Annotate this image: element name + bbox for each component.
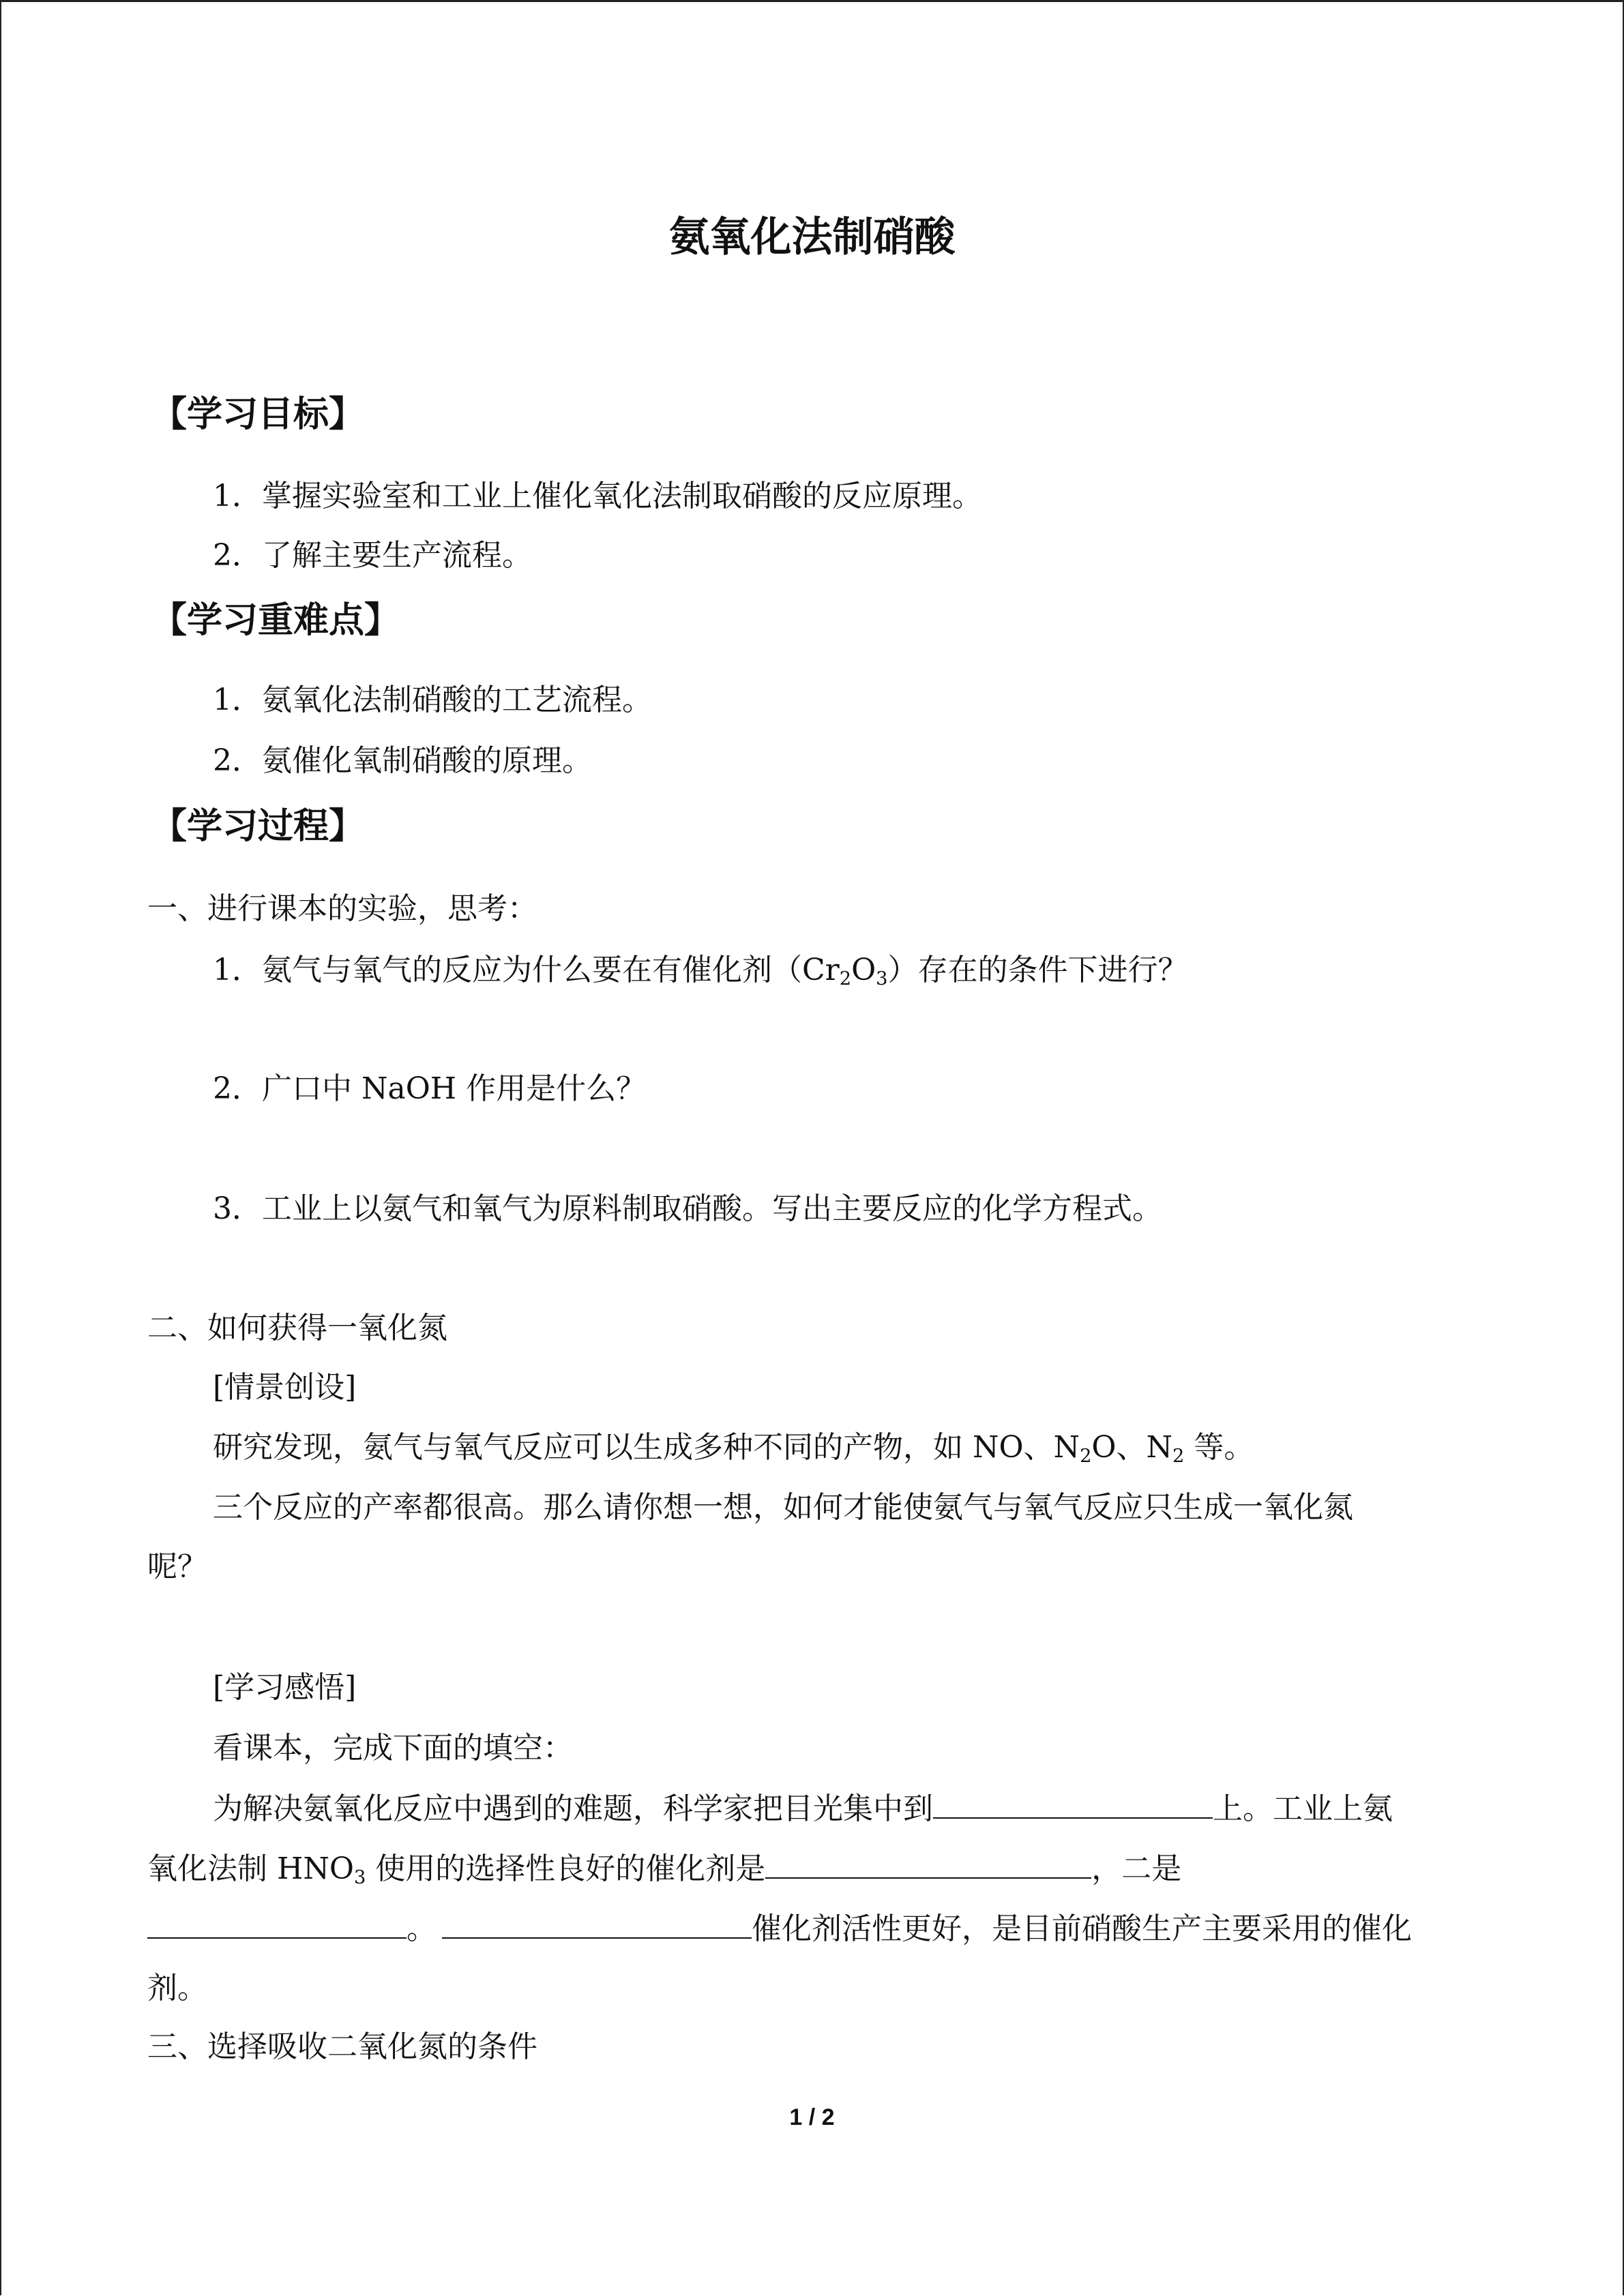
goals-item-1: 1．掌握实验室和工业上催化氧化法制取硝酸的反应原理。: [213, 479, 982, 513]
scenario-paragraph-1: 研究发现，氨气与氧气反应可以生成多种不同的产物，如 NO、$N_2O$、$N_2$ 等。: [213, 1430, 1254, 1467]
fill-blank-2[interactable]: [765, 1850, 1091, 1879]
scenario-paragraph-2-cont: 呢？: [147, 1549, 207, 1584]
scenario-paragraph-2: 三个反应的产率都很高。那么请你想一想，如何才能使氨气与氧气反应只生成一氧化氮: [213, 1490, 1353, 1525]
process-heading: 【学习过程】: [151, 806, 365, 847]
part1-heading: 一、进行课本的实验，思考：: [147, 891, 537, 926]
question-1: 1．氨气与氧气的反应为什么要在有催化剂$(Cr_2O_3)$存在的条件下进行？: [213, 953, 1188, 989]
fill-line-2: 氧化法制 $HNO_3$ 使用的选择性良好的催化剂是 ，二是: [147, 1851, 1182, 1888]
page-number: 1 / 2: [789, 2104, 835, 2130]
key-points-item-1: 1．氨氧化法制硝酸的工艺流程。: [213, 683, 652, 717]
fill-blank-3[interactable]: [147, 1910, 407, 1939]
key-points-item-2: 2．氨催化氧制硝酸的原理。: [213, 743, 592, 778]
insight-label: [学习感悟]: [213, 1670, 357, 1705]
question-2: 2．广口中 NaOH 作用是什么？: [213, 1071, 647, 1106]
fill-line-4: 剂。: [147, 1971, 207, 2006]
insight-instruction: 看课本，完成下面的填空：: [213, 1731, 573, 1765]
fill-blank-1[interactable]: [933, 1790, 1213, 1819]
key-points-heading: 【学习重难点】: [151, 600, 400, 641]
fill-blank-4[interactable]: [442, 1910, 752, 1939]
question-3: 3．工业上以氨气和氧气为原料制取硝酸。写出主要反应的化学方程式。: [213, 1191, 1162, 1226]
fill-line-3: 。 催化剂活性更好，是目前硝酸生产主要采用的催化: [147, 1910, 1412, 1948]
fill-line-1: 为解决氨氧化反应中遇到的难题，科学家把目光集中到 上。工业上氨: [213, 1791, 1393, 1826]
page-title: 氨氧化法制硝酸: [668, 213, 956, 261]
goals-heading: 【学习目标】: [151, 394, 365, 435]
part2-heading: 二、如何获得一氧化氮: [147, 1311, 447, 1345]
part3-heading: 三、选择吸收二氧化氮的条件: [147, 2029, 537, 2064]
goals-item-2: 2．了解主要生产流程。: [213, 538, 532, 573]
scenario-label: [情景创设]: [213, 1370, 357, 1405]
